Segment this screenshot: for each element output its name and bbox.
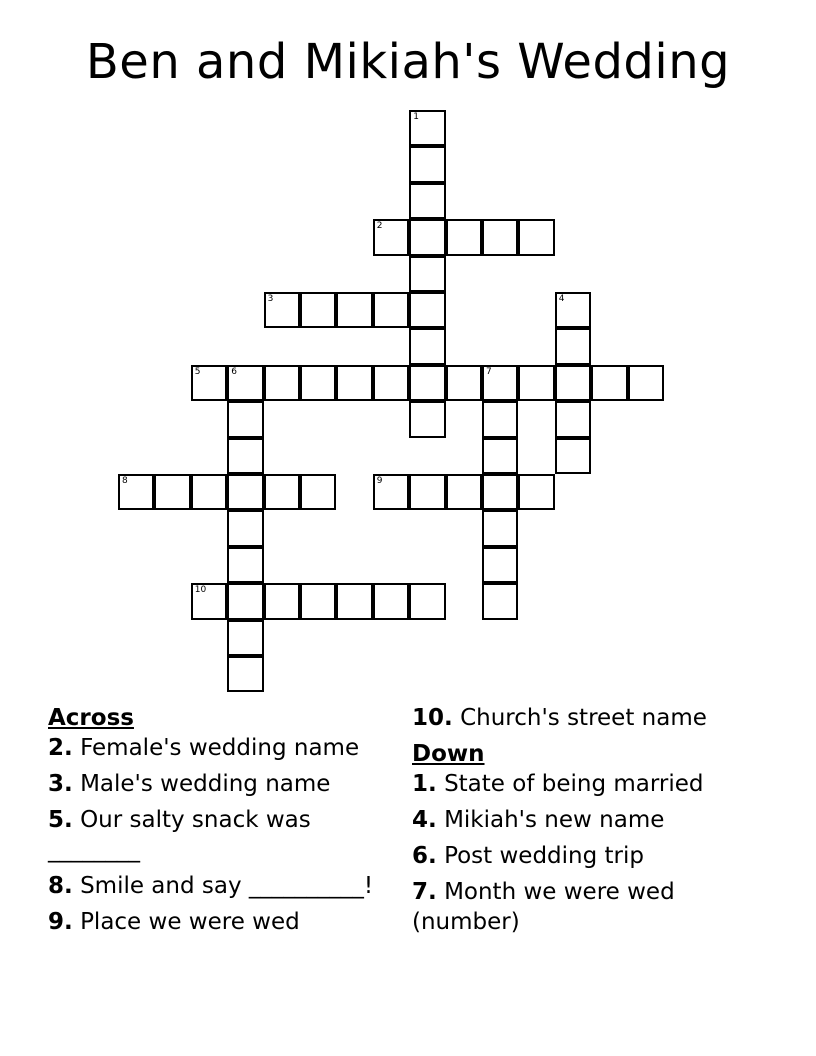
crossword-cell[interactable] [409,219,445,255]
cell-number: 10 [194,585,207,596]
clue-number: 1. [412,771,437,797]
crossword-cell[interactable] [482,583,518,619]
crossword-cell[interactable] [446,219,482,255]
crossword-cell[interactable] [409,474,445,510]
crossword-cell[interactable] [300,474,336,510]
crossword-cell[interactable] [409,146,445,182]
across-clue-10 [412,703,752,733]
crossword-cell[interactable] [264,583,300,619]
clue-text: Church's street name [460,705,707,731]
cell-number: 3 [267,294,274,304]
crossword-cell[interactable] [264,474,300,510]
page-title: Ben and Mikiah's Wedding [85,34,731,90]
cell-number: 2 [376,221,383,232]
down-clue-7 [412,877,752,937]
crossword-cell[interactable] [409,401,445,437]
crossword-cell[interactable] [373,219,409,255]
crossword-cell[interactable] [409,365,445,401]
crossword-cell[interactable] [591,365,627,401]
cell-number: 9 [376,476,383,486]
crossword-cell[interactable] [409,256,445,292]
crossword-cell[interactable] [336,365,372,401]
cell-number: 8 [122,476,128,486]
crossword-cell[interactable] [518,365,554,401]
clue-number: 4. [412,807,437,833]
cell-number: 4 [558,294,565,304]
crossword-cell[interactable] [227,656,263,692]
crossword-cell[interactable] [409,110,445,146]
crossword-cell[interactable] [555,328,591,364]
crossword-cell[interactable] [628,365,664,401]
crossword-cell[interactable] [482,365,518,401]
clues-column-right [412,703,752,943]
crossword-cell[interactable] [300,365,336,401]
crossword-cell[interactable] [227,438,263,474]
crossword-cell[interactable] [264,365,300,401]
clue-number: 7. [412,879,437,905]
clue-text: Female's wedding name [80,735,360,761]
crossword-cell[interactable] [227,510,263,546]
clue-text: Male's wedding name [80,771,331,797]
crossword-cell[interactable] [373,365,409,401]
clue-number: 10. [412,705,453,731]
down-clue-1 [412,769,752,799]
crossword-cell[interactable] [118,474,154,510]
crossword-cell[interactable] [191,583,227,619]
crossword-cell[interactable] [373,474,409,510]
crossword-cell[interactable] [300,583,336,619]
crossword-cell[interactable] [518,474,554,510]
clue-number: 8. [48,873,73,899]
across-clue-8 [48,871,378,901]
crossword-cell[interactable] [227,474,263,510]
crossword-cell[interactable] [373,583,409,619]
clue-number: 3. [48,771,73,797]
cell-number: 7 [486,366,492,377]
crossword-cell[interactable] [264,292,300,328]
clue-number: 6. [412,843,437,869]
cell-number: 6 [231,366,237,377]
crossword-cell[interactable] [555,401,591,437]
crossword-cell[interactable] [227,401,263,437]
crossword-cell[interactable] [227,365,263,401]
crossword-cell[interactable] [227,547,263,583]
crossword-cell[interactable] [518,219,554,255]
down-clue-6 [412,841,752,871]
crossword-cell[interactable] [300,292,336,328]
crossword-cell[interactable] [227,583,263,619]
across-heading: Across [48,705,134,731]
clue-text: Mikiah's new name [444,807,665,833]
crossword-cell[interactable] [555,438,591,474]
across-clue-9 [48,907,378,937]
crossword-cell[interactable] [336,583,372,619]
clue-text: Our salty snack was ________ [48,807,311,863]
clue-text: Place we were wed [80,909,300,935]
crossword-cell[interactable] [227,620,263,656]
clue-text: State of being married [444,771,704,797]
crossword-cell[interactable] [482,401,518,437]
across-clue-3 [48,769,378,799]
crossword-cell[interactable] [191,474,227,510]
clues-column-left [48,703,378,943]
cell-number: 1 [413,112,419,122]
crossword-cell[interactable] [482,547,518,583]
across-clue-2 [48,733,378,763]
clue-text: Post wedding trip [444,843,644,869]
cell-number: 5 [194,366,201,377]
clue-number: 9. [48,909,73,935]
clue-text: Smile and say __________! [80,873,374,899]
crossword-cell[interactable] [446,474,482,510]
crossword-cell[interactable] [555,365,591,401]
down-heading: Down [412,741,485,767]
crossword-cell[interactable] [446,365,482,401]
crossword-cell[interactable] [482,474,518,510]
clue-number: 5. [48,807,73,833]
crossword-cell[interactable] [409,183,445,219]
crossword-cell[interactable] [482,438,518,474]
clue-number: 2. [48,735,73,761]
crossword-cell[interactable] [154,474,190,510]
crossword-cell[interactable] [409,583,445,619]
crossword-cell[interactable] [191,365,227,401]
crossword-cell[interactable] [373,292,409,328]
crossword-cell[interactable] [409,328,445,364]
crossword-cell[interactable] [482,510,518,546]
crossword-cell[interactable] [482,219,518,255]
crossword-cell[interactable] [409,292,445,328]
crossword-cell[interactable] [336,292,372,328]
crossword-cell[interactable] [555,292,591,328]
across-clue-5 [48,805,378,865]
clue-text: Month we were wed (number) [412,879,675,935]
down-clue-4 [412,805,752,835]
